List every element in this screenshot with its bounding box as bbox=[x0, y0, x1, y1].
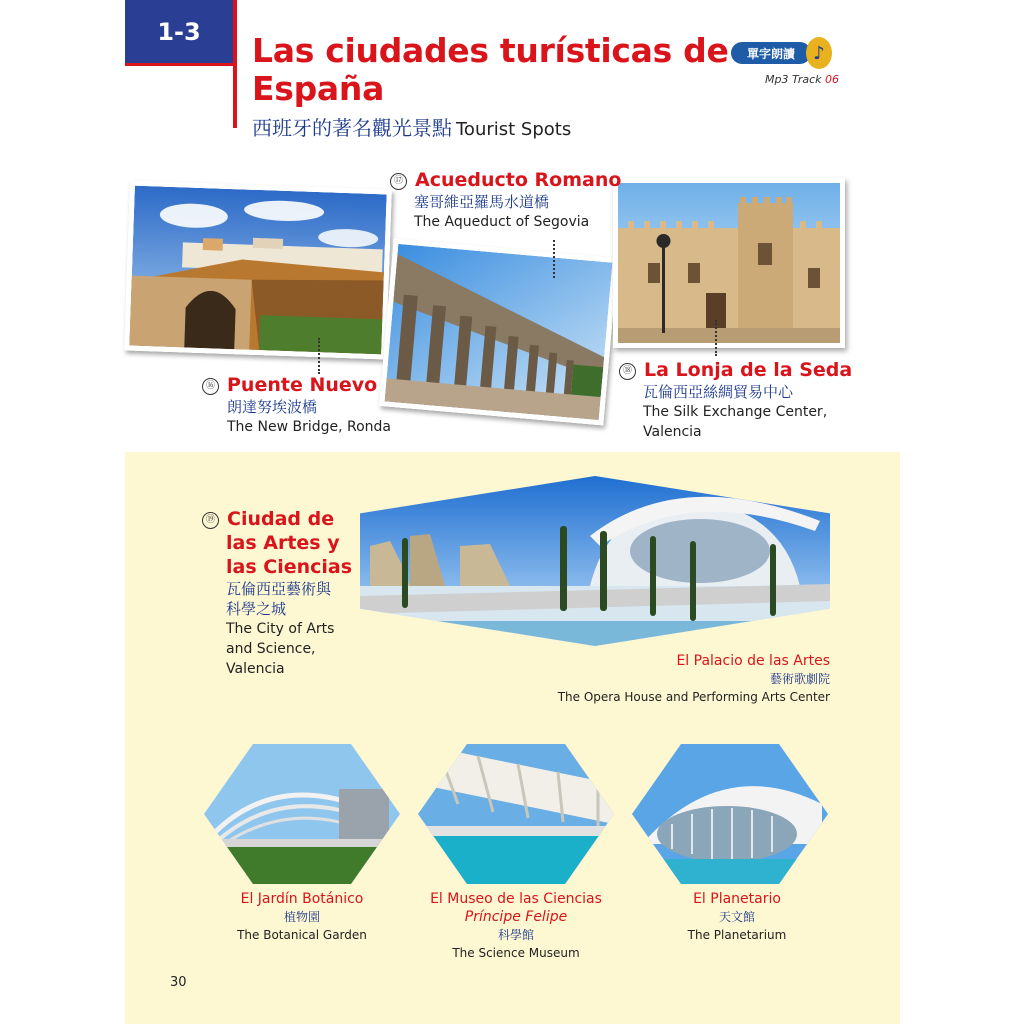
caption-museo bbox=[410, 890, 622, 962]
es-la-lonja: La Lonja de la Seda bbox=[644, 359, 853, 381]
caption-planetario bbox=[632, 890, 842, 944]
label-acueducto bbox=[390, 168, 621, 232]
en-palacio: The Opera House and Performing Arts Center bbox=[557, 690, 830, 704]
es-jardin: El Jardín Botánico bbox=[240, 891, 364, 907]
mp3-track-text: Mp3 Track bbox=[765, 73, 822, 86]
zh-ciudad-1: 瓦倫西亞藝術與 bbox=[226, 580, 332, 598]
aqueduct-illustration bbox=[385, 244, 613, 420]
photo-la-lonja bbox=[613, 178, 845, 348]
silk-exchange-illustration bbox=[618, 183, 840, 343]
leader-lonja bbox=[715, 320, 717, 356]
en-la-lonja-1: The Silk Exchange Center, bbox=[643, 404, 828, 420]
zh-jardin: 植物園 bbox=[283, 910, 320, 924]
leader-acueducto bbox=[553, 240, 555, 278]
en-puente-nuevo: The New Bridge, Ronda bbox=[227, 419, 392, 435]
page-title-line2: España bbox=[252, 69, 385, 108]
music-note-icon[interactable]: ♪ bbox=[806, 37, 832, 69]
en-acueducto: The Aqueduct of Segovia bbox=[414, 214, 590, 230]
es-museo-1: El Museo de las Ciencias bbox=[430, 891, 602, 907]
page-title bbox=[252, 32, 729, 108]
page-number: 30 bbox=[170, 975, 187, 990]
en-jardin: The Botanical Garden bbox=[237, 928, 367, 942]
es-ciudad-1: Ciudad de bbox=[227, 508, 335, 530]
subtitle-zh: 西班牙的著名觀光景點 bbox=[252, 116, 452, 140]
es-museo-2: Príncipe Felipe bbox=[464, 909, 568, 925]
audio-badge[interactable]: 單字朗讀 bbox=[731, 42, 811, 64]
es-palacio: El Palacio de las Artes bbox=[676, 653, 830, 669]
zh-acueducto: 塞哥維亞羅馬水道橋 bbox=[414, 193, 550, 211]
zh-palacio: 藝術歌劇院 bbox=[769, 672, 830, 686]
es-ciudad-2: las Artes y bbox=[226, 532, 340, 554]
header-rule-horizontal bbox=[125, 63, 235, 66]
number-19: ⑲ bbox=[202, 512, 219, 529]
zh-museo: 科學館 bbox=[497, 928, 534, 942]
en-museo: The Science Museum bbox=[452, 946, 580, 960]
es-puente-nuevo: Puente Nuevo bbox=[227, 374, 378, 396]
photo-acueducto bbox=[379, 239, 618, 426]
en-ciudad-2: and Science, bbox=[226, 641, 316, 657]
en-planetario: The Planetarium bbox=[687, 928, 787, 942]
en-la-lonja-2: Valencia bbox=[643, 424, 702, 440]
leader-puente bbox=[318, 338, 320, 374]
caption-palacio bbox=[540, 652, 830, 706]
es-planetario: El Planetario bbox=[693, 891, 781, 907]
number-16: ⑯ bbox=[202, 378, 219, 395]
zh-ciudad-2: 科學之城 bbox=[226, 600, 287, 618]
chapter-badge: 1-3 bbox=[125, 0, 233, 63]
es-ciudad-3: las Ciencias bbox=[226, 556, 353, 578]
number-18: ⑱ bbox=[619, 363, 636, 380]
mp3-track-label bbox=[765, 73, 839, 86]
page-title-line1: Las ciudades turísticas de bbox=[252, 31, 729, 70]
label-puente-nuevo bbox=[202, 373, 391, 437]
photo-puente-nuevo bbox=[124, 180, 392, 359]
en-ciudad-3: Valencia bbox=[226, 661, 285, 677]
page-subtitle bbox=[252, 112, 571, 141]
label-la-lonja bbox=[619, 358, 852, 442]
header-rule-vertical bbox=[233, 0, 237, 128]
caption-jardin bbox=[204, 890, 400, 944]
ronda-bridge-illustration bbox=[129, 186, 386, 355]
es-acueducto: Acueducto Romano bbox=[415, 169, 622, 191]
number-17: ⑰ bbox=[390, 173, 407, 190]
zh-puente-nuevo: 朗達努埃波橋 bbox=[227, 398, 318, 416]
en-ciudad-1: The City of Arts bbox=[226, 621, 335, 637]
mp3-track-number: 06 bbox=[825, 73, 840, 86]
label-ciudad-artes bbox=[202, 507, 352, 679]
subtitle-en: Tourist Spots bbox=[456, 119, 572, 140]
zh-la-lonja: 瓦倫西亞絲綢貿易中心 bbox=[643, 383, 794, 401]
zh-planetario: 天文館 bbox=[718, 910, 755, 924]
